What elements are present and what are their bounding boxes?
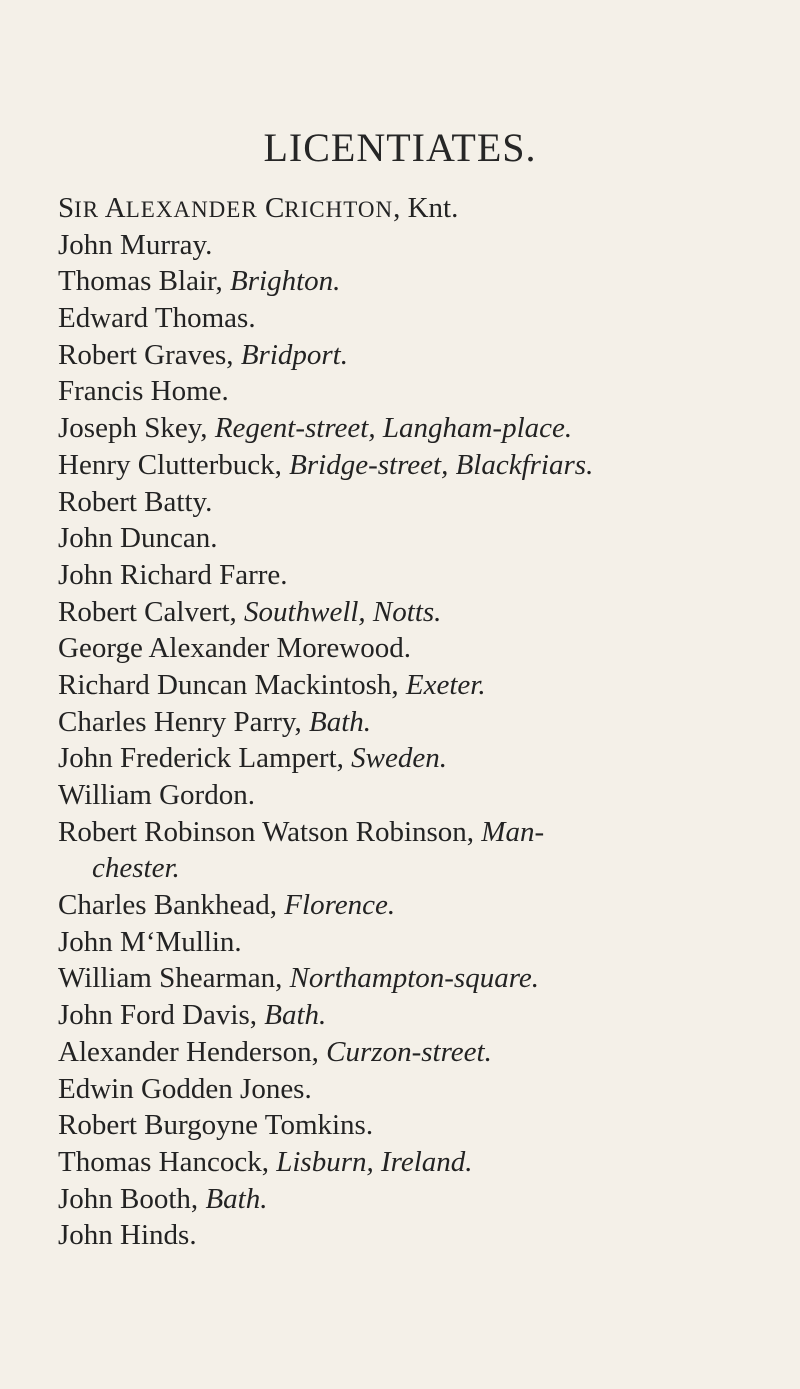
- page-title: LICENTIATES.: [263, 125, 537, 170]
- list-item: [58, 1107, 793, 1144]
- list-item: [58, 960, 793, 997]
- entry-place: Regent-street, Langham-place.: [214, 412, 573, 445]
- name-suffix: , Knt.: [393, 192, 459, 224]
- entry-name: John Murray.: [58, 228, 213, 261]
- list-item: [58, 850, 793, 887]
- entry-name: Robert Graves,: [58, 338, 241, 371]
- entry-name: Francis Home.: [58, 375, 229, 408]
- entry-place: Lisburn, Ireland.: [276, 1145, 473, 1178]
- list-item: [58, 630, 793, 667]
- entry-name: Alexander Henderson,: [58, 1035, 327, 1068]
- entry-name: John Booth,: [58, 1182, 206, 1215]
- entry-place: chester.: [92, 852, 180, 885]
- entry-name: John Ford Davis,: [58, 999, 265, 1032]
- list-item: [58, 484, 793, 521]
- entry-name: John Richard Farre.: [58, 558, 288, 591]
- entry-place: Bath.: [205, 1182, 268, 1215]
- name-part: CRICHTON: [264, 192, 394, 224]
- list-item: [58, 410, 793, 447]
- list-item: [58, 997, 793, 1034]
- list-item: [58, 263, 793, 300]
- list-item: [58, 227, 793, 264]
- entry-name: Edwin Godden Jones.: [58, 1072, 312, 1105]
- list-item: [58, 1217, 793, 1254]
- entry-name: Robert Robinson Watson Robinson,: [58, 815, 482, 848]
- list-item: [58, 520, 793, 557]
- list-item: [58, 924, 793, 961]
- list-item: [58, 1181, 793, 1218]
- entry-name: John Frederick Lampert,: [58, 742, 352, 775]
- list-item: [58, 300, 793, 337]
- entry-place: Bath.: [264, 999, 327, 1032]
- list-item: [58, 740, 793, 777]
- list-item: [58, 1071, 793, 1108]
- entry-place: Exeter.: [405, 668, 486, 701]
- entry-name: William Gordon.: [58, 779, 255, 811]
- entry-place: Southwell, Notts.: [244, 595, 442, 628]
- list-item: [58, 594, 793, 631]
- entry-name: Richard Duncan Mackintosh,: [58, 668, 406, 701]
- entry-place: Bridge-street, Blackfriars.: [289, 448, 594, 481]
- entry-name: Thomas Blair,: [58, 265, 231, 298]
- name-part: SIR: [58, 192, 100, 224]
- list-item: [58, 887, 793, 924]
- entry-place: Bridport.: [240, 338, 348, 371]
- list-item: [58, 557, 793, 594]
- list-item: [58, 447, 793, 484]
- list-item: [58, 777, 793, 814]
- entry-name: John M‘Mullin.: [58, 925, 242, 958]
- entry-name: Charles Henry Parry,: [58, 705, 309, 738]
- entry-place: Bath.: [309, 705, 372, 738]
- list-item: [58, 1144, 793, 1181]
- list-item: [58, 337, 793, 374]
- entry-name: George Alexander Morewood.: [58, 632, 411, 665]
- entry-name: Edward Thomas.: [58, 302, 256, 335]
- entry-place: Florence.: [284, 889, 396, 922]
- list-item: [58, 1034, 793, 1071]
- entry-name: William Shearman,: [58, 962, 290, 995]
- entry-name: Robert Calvert,: [58, 595, 245, 628]
- licentiates-list: [58, 190, 793, 1254]
- entry-name: John Duncan.: [58, 522, 218, 555]
- list-item: [58, 373, 793, 410]
- list-item: [58, 704, 793, 741]
- entry-place: Brighton.: [230, 265, 341, 298]
- entry-name: John Hinds.: [58, 1219, 197, 1252]
- entry-name: Thomas Hancock,: [58, 1145, 277, 1178]
- entry-place: Sweden.: [351, 742, 447, 775]
- name-part: ALEXANDER: [104, 192, 258, 224]
- entry-name: Robert Burgoyne Tomkins.: [58, 1109, 374, 1142]
- list-item: [58, 667, 793, 704]
- entry-name: Robert Batty.: [58, 485, 213, 518]
- entry-list: [58, 227, 793, 1254]
- list-item-first: [58, 190, 793, 227]
- entry-place: Man-: [481, 815, 545, 848]
- entry-name: Joseph Skey,: [58, 412, 215, 445]
- entry-name: Henry Clutterbuck,: [58, 448, 290, 481]
- entry-place: Northampton-square.: [289, 962, 540, 995]
- list-item: [58, 814, 793, 851]
- entry-place: Curzon-street.: [326, 1035, 492, 1068]
- entry-name: Charles Bankhead,: [58, 889, 285, 922]
